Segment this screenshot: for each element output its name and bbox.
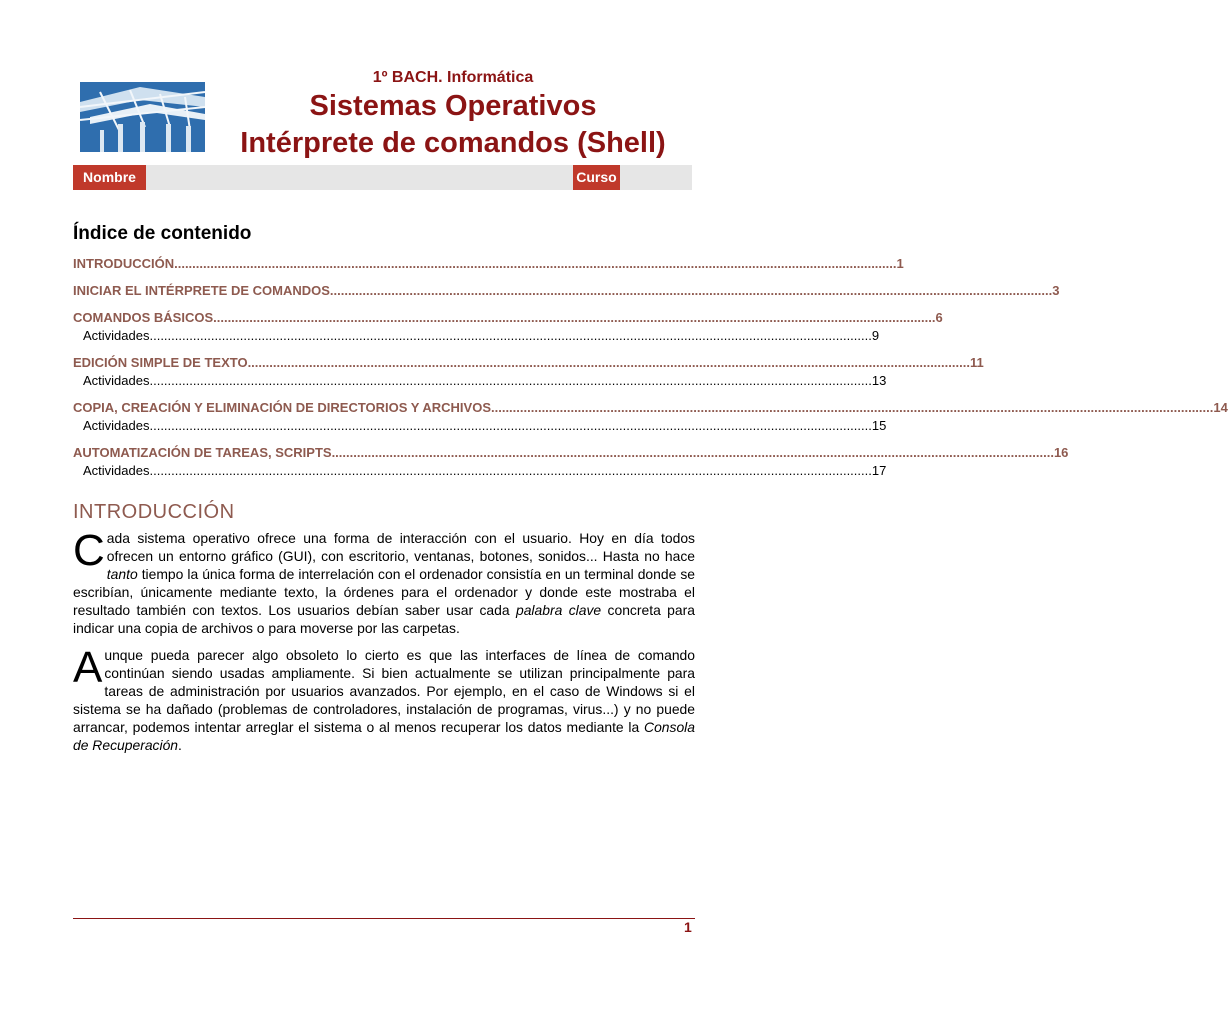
curso-label: Curso bbox=[573, 165, 620, 190]
toc-entry[interactable] bbox=[73, 418, 887, 436]
toc-entry[interactable] bbox=[73, 283, 1060, 301]
toc-leader-dots: ........................................................................................................................................................................................................ bbox=[329, 283, 1053, 298]
toc-leader-dots: ........................................................................................................................................................................................................ bbox=[149, 373, 872, 388]
name-label: Nombre bbox=[73, 165, 146, 190]
toc-leader-dots: ........................................................................................................................................................................................................ bbox=[149, 328, 872, 343]
toc-entry[interactable] bbox=[73, 400, 1228, 418]
toc-entry-text: Actividades bbox=[83, 463, 150, 478]
section-heading: INTRODUCCIÓN bbox=[73, 501, 235, 523]
toc-entry-page: 1 bbox=[896, 256, 904, 271]
paragraph-text: tiempo la única forma de interrelación con el ordenador consistía en un terminal donde se escribían, únicamente mediante texto, la órdenes para el ordenador y donde este mostraba el resultado también con textos. Los usuarios debían saber usar cada bbox=[73, 566, 695, 619]
document-subtitle: Intérprete de comandos (Shell) bbox=[240, 127, 666, 159]
toc-entry-page: 3 bbox=[1052, 283, 1060, 298]
toc-entry[interactable] bbox=[73, 256, 904, 274]
toc-entry[interactable] bbox=[73, 373, 887, 391]
document-title: Sistemas Operativos bbox=[309, 90, 597, 122]
toc-entry-text: AUTOMATIZACIÓN DE TAREAS, SCRIPTS bbox=[73, 445, 332, 460]
toc-leader-dots: ........................................................................................................................................................................................................ bbox=[149, 418, 872, 433]
toc-entry-text: Actividades bbox=[83, 373, 150, 388]
toc-entry-page: 14 bbox=[1213, 400, 1228, 415]
table-of-contents bbox=[73, 256, 1228, 481]
toc-leader-dots: ........................................................................................................................................................................................................ bbox=[174, 256, 897, 271]
toc-entry[interactable] bbox=[73, 310, 943, 328]
paragraph-intro-1 bbox=[73, 526, 695, 638]
toc-entry-page: 17 bbox=[871, 463, 887, 478]
toc-leader-dots: ........................................................................................................................................................................................................ bbox=[247, 355, 970, 370]
emphasis-text: palabra clave bbox=[515, 602, 602, 619]
toc-entry-text: COPIA, CREACIÓN Y ELIMINACIÓN DE DIRECTORIOS Y ARCHIVOS bbox=[73, 400, 491, 415]
toc-entry-text: Actividades bbox=[83, 328, 150, 343]
paragraph-text: . bbox=[178, 737, 182, 754]
toc-leader-dots: ........................................................................................................................................................................................................ bbox=[331, 445, 1054, 460]
toc-entry[interactable] bbox=[73, 445, 1069, 463]
toc-entry[interactable] bbox=[73, 463, 887, 481]
toc-leader-dots: ........................................................................................................................................................................................................ bbox=[491, 400, 1214, 415]
paragraph-intro-2 bbox=[73, 643, 695, 755]
drop-cap: A bbox=[73, 643, 103, 692]
toc-title: Índice de contenido bbox=[73, 223, 252, 244]
page-number: 1 bbox=[684, 919, 692, 935]
toc-leader-dots: ........................................................................................................................................................................................................ bbox=[213, 310, 936, 325]
course-label: 1º BACH. Informática bbox=[372, 69, 534, 86]
toc-leader-dots: ........................................................................................................................................................................................................ bbox=[149, 463, 872, 478]
paragraph-text: ada sistema operativo ofrece una forma de interacción con el usuario. Hoy en día todos ofrecen un entorno gráfico (GUI), con escritorio, ventanas, botones, sonidos... Hasta no hace bbox=[106, 530, 695, 565]
drop-cap: C bbox=[73, 526, 105, 575]
toc-entry-text: INICIAR EL INTÉRPRETE DE COMANDOS bbox=[73, 283, 330, 298]
toc-entry-page: 15 bbox=[871, 418, 887, 433]
toc-entry-text: INTRODUCCIÓN bbox=[73, 256, 175, 271]
paragraph-text: unque pueda parecer algo obsoleto lo cierto es que las interfaces de línea de comando continúan siendo usadas ampliamente. Si bien actualmente se utilizan principalmente para tareas de administración por usuarios avanzados. Por ejemplo, en el caso de Windows si el sistema se ha dañado (problemas de controladores, instalación de programas, virus...) y no puede arrancar, podemos intentar arreglar el sistema o al menos recuperar los datos mediante la bbox=[73, 647, 695, 736]
toc-entry-text: EDICIÓN SIMPLE DE TEXTO bbox=[73, 355, 248, 370]
emphasis-text: Consola de Recuperación bbox=[73, 719, 695, 754]
paragraph-text: concreta para indicar una copia de archivos o para moverse por las carpetas. bbox=[73, 602, 695, 637]
toc-entry[interactable] bbox=[73, 355, 984, 373]
toc-entry-page: 9 bbox=[871, 328, 880, 343]
toc-entry-page: 16 bbox=[1053, 445, 1069, 460]
student-info-bar bbox=[73, 165, 692, 190]
toc-entry[interactable] bbox=[73, 328, 880, 346]
toc-entry-page: 6 bbox=[935, 310, 943, 325]
toc-entry-text: Actividades bbox=[83, 418, 150, 433]
toc-entry-page: 11 bbox=[969, 355, 984, 370]
toc-entry-text: COMANDOS BÁSICOS bbox=[73, 310, 214, 325]
toc-entry-page: 13 bbox=[871, 373, 887, 388]
emphasis-text: tanto bbox=[106, 566, 138, 583]
footer-divider bbox=[73, 918, 695, 919]
